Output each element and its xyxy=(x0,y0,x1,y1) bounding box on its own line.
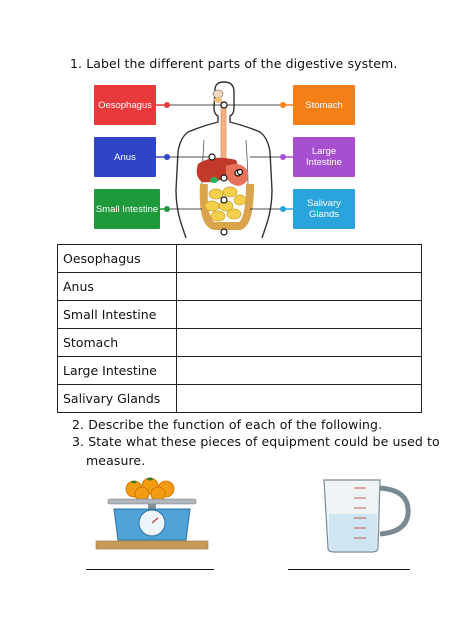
table-row xyxy=(58,357,422,385)
label-salivary-glands: Salivary Glands xyxy=(293,189,355,229)
table-row xyxy=(58,245,422,273)
table-row xyxy=(58,385,422,413)
part-name: Oesophagus xyxy=(58,245,177,273)
function-answer-cell[interactable] xyxy=(177,385,422,413)
question-3-continued: measure. xyxy=(86,453,146,468)
function-answer-cell[interactable] xyxy=(177,273,422,301)
function-answer-cell[interactable] xyxy=(177,245,422,273)
function-answer-cell[interactable] xyxy=(177,357,422,385)
label-stomach: Stomach xyxy=(293,85,355,125)
function-answer-cell[interactable] xyxy=(177,329,422,357)
label-small-intestine: Small Intestine xyxy=(94,189,160,229)
parts-function-table xyxy=(57,244,422,413)
part-name: Large Intestine xyxy=(58,357,177,385)
table-row xyxy=(58,301,422,329)
label-oesophagus: Oesophagus xyxy=(94,85,156,125)
kitchen-scale-image xyxy=(92,474,212,552)
label-anus: Anus xyxy=(94,137,156,177)
part-name: Salivary Glands xyxy=(58,385,177,413)
table-row xyxy=(58,273,422,301)
answer-line-scale[interactable] xyxy=(86,569,214,570)
question-3: 3. State what these pieces of equipment could be used to xyxy=(72,434,440,449)
function-answer-cell[interactable] xyxy=(177,301,422,329)
label-large-intestine: Large Intestine xyxy=(293,137,355,177)
measuring-jug-image xyxy=(318,476,418,556)
part-name: Small Intestine xyxy=(58,301,177,329)
digestive-system-diagram xyxy=(90,80,360,240)
answer-line-jug[interactable] xyxy=(288,569,410,570)
part-name: Stomach xyxy=(58,329,177,357)
part-name: Anus xyxy=(58,273,177,301)
table-row xyxy=(58,329,422,357)
question-1: 1. Label the different parts of the digestive system. xyxy=(70,56,398,71)
question-2: 2. Describe the function of each of the following. xyxy=(72,417,383,432)
